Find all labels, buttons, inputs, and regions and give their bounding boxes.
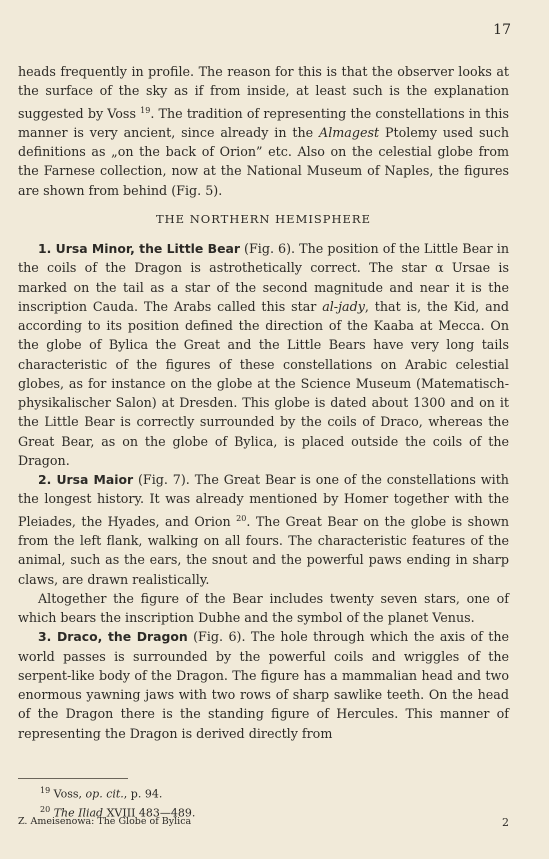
- italic-title: Almagest: [319, 124, 380, 140]
- text-run: . The tradition of representing the constellations in this manner is very ancient, since already in the: [18, 105, 509, 140]
- footnote-19: [18, 783, 509, 802]
- footnote-number: 19: [40, 786, 51, 795]
- paragraph-ursa-maior: [18, 470, 509, 589]
- paragraph-bear-stars: Altogether the figure of the Bear includes twenty seven stars, one of which bears the inscription Dubhe and the symbol of the planet Venus.: [18, 590, 509, 626]
- text-run: Ptolemy used such definitions as „on the back of Orion” etc. Also on the celestial globe from the Farnese collection, now at the National Museum of Naples, the figures are shown from behind (Fig. 5).: [18, 124, 509, 198]
- text-run: . The Great Bear on the globe is shown from the left flank, walking on all fours. The characteristic features of the animal, such as the ears, the snout and the powerful paws ending in sharp claws, are drawn realistically.: [18, 513, 509, 587]
- entry-heading: 2. Ursa Maior: [38, 472, 134, 488]
- footnotes: [18, 778, 509, 820]
- footnote-ref-20: 20: [236, 513, 247, 523]
- italic-citation: op. cit.: [85, 787, 124, 801]
- signature-mark: 2: [502, 816, 509, 829]
- body-text: [18, 62, 509, 743]
- paragraph-draco: [18, 627, 509, 743]
- page-footer: [18, 816, 509, 827]
- italic-citation: The Iliad: [53, 806, 104, 820]
- text-run: (Fig. 6). The position of the Little Bear in the coils of the Dragon is astrothetically correct. The star α Ursae is marked on the tail as a star of the second magnitude and near it is the inscription Cauda. The Arabs called this star: [18, 241, 509, 314]
- paragraph-intro: [18, 62, 509, 200]
- paragraph-ursa-minor: [18, 239, 509, 470]
- entry-heading: 1. Ursa Minor, the Little Bear: [38, 241, 240, 257]
- text-run: (Fig. 7). The Great Bear is one of the constellations with the longest history. It was already mentioned by Homer together with the Pleiades, the Hyades, and Orion: [18, 472, 509, 529]
- entry-heading: 3. Draco, the Dragon: [38, 629, 188, 645]
- running-footer: Z. Ameisenowa: The Globe of Bylica: [18, 816, 192, 827]
- text-run: Voss,: [50, 787, 86, 801]
- section-heading: THE NORTHERN HEMISPHERE: [155, 211, 371, 226]
- text-run: XVIII 483—489.: [103, 806, 196, 820]
- text-run: heads frequently in profile. The reason for this is that the observer looks at the surface of the sky as if from inside, at least such is the explanation suggested by Voss: [18, 64, 509, 121]
- page-number: 17: [493, 22, 511, 38]
- italic-term: al-jady: [322, 298, 365, 314]
- text-run: , p. 94.: [123, 787, 163, 801]
- footnote-number: 20: [40, 804, 51, 814]
- text-run: , that is, the Kid, and according to its position defined the direction of the Kaaba at Mecca. On the globe of Bylica the Great and the Little Bears have very long tails characteristic of the figures of these constellations on Arabic celestial globes, as for instance on the globe at the Science Museum (Matematisch-physikalischer Salon) at Dresden. This globe is dated about 1300 and on it the Little Bear is correctly surrounded by the coils of Draco, whereas the Great Bear, as on the globe of Bylica, is placed outside the coils of the Dragon.: [18, 298, 509, 468]
- footnote-ref-19: 19: [140, 105, 151, 115]
- text-run: (Fig. 6). The hole through which the axis of the world passes is surrounded by the powerful coils and wriggles of the serpent-like body of the Dragon. The figure has a mammalian head and two enormous yawning jaws with two rows of sharp sawlike teeth. On the head of the Dragon there is the standing figure of Hercules. This manner of representing the Dragon is derived directly from: [18, 629, 509, 741]
- footnote-rule: [18, 778, 128, 779]
